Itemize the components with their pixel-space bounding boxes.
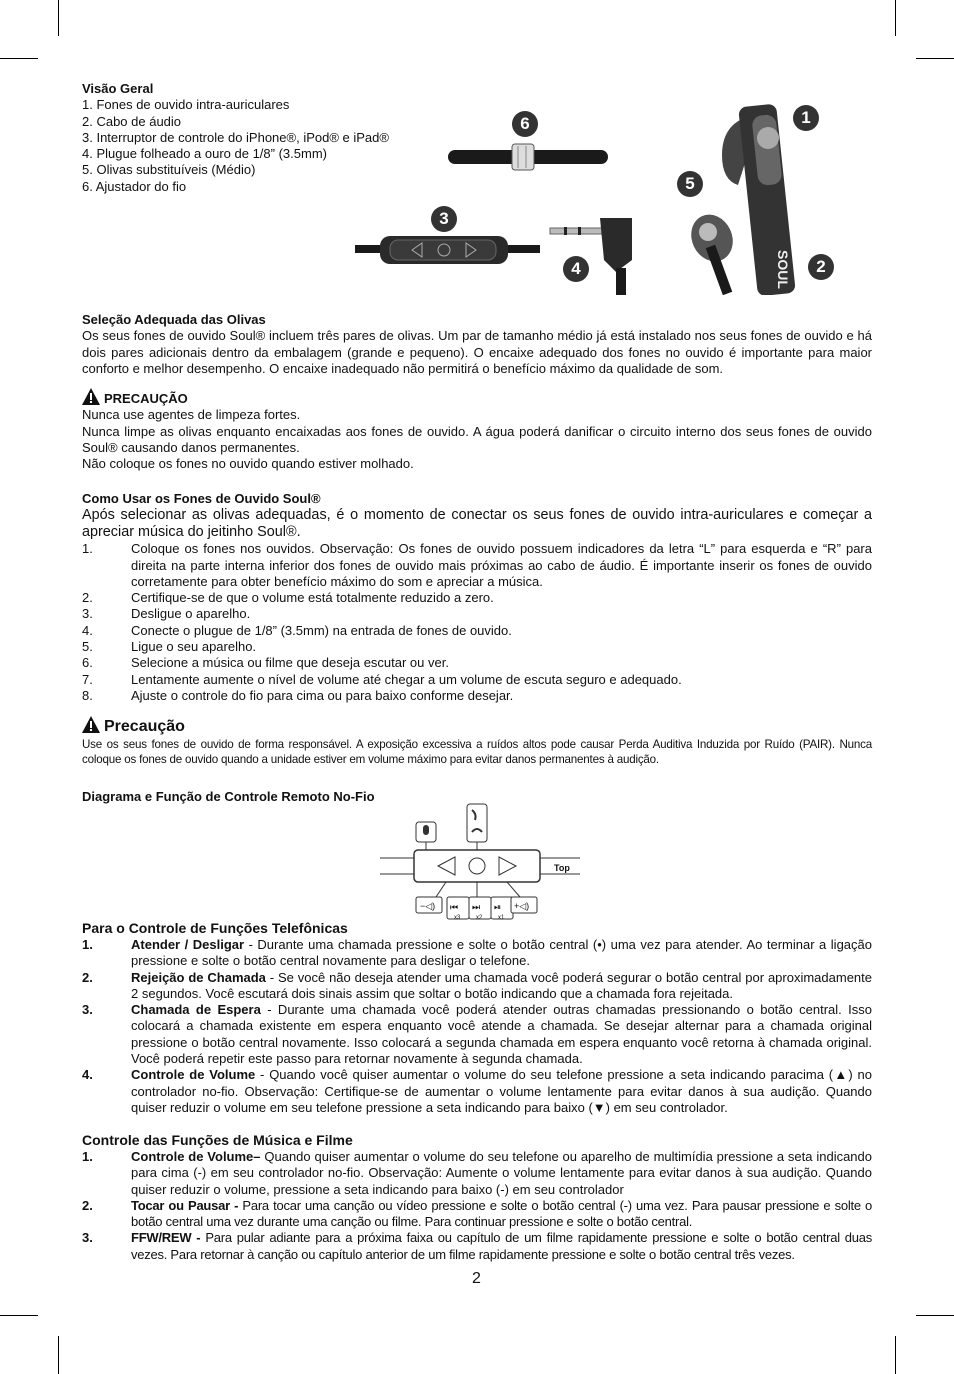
badge-2: 2 [808, 254, 834, 280]
caution-title: PRECAUÇÃO [104, 391, 188, 406]
crop-mark [895, 0, 896, 36]
caution2-title: Precaução [104, 718, 185, 735]
svg-text:+◁): +◁) [514, 901, 530, 911]
earbud [722, 104, 796, 295]
caution-line: Não coloque os fones no ouvido quando estiver molhado. [82, 456, 414, 472]
howto-title: Como Usar os Fones de Ouvido Soul® [82, 491, 321, 506]
howto-section [82, 491, 872, 704]
music-section [82, 1132, 872, 1263]
overview-item: 3. Interruptor de controle do iPhone®, iPod® e iPad® [82, 129, 389, 145]
list-item: 7. Lentamente aumente o nível de volume até chegar a um volume de escuta seguro e adequado. [82, 671, 682, 687]
page-number: 2 [472, 1270, 481, 1287]
badge-1: 1 [793, 105, 819, 131]
crop-mark [895, 1336, 896, 1374]
caution2-text: Use os seus fones de ouvido de forma responsável. A exposição excessiva a ruídos altos pode causar Perda Auditiva Induzida por Ruído (PAIR). Nunca coloque os fones de ouvido quando a unidade estiver em volume máximo para evitar danos permanentes à audição. [82, 738, 872, 766]
overview-item: 2. Cabo de áudio [82, 113, 182, 129]
crop-mark [0, 58, 38, 59]
list-item: 6. Selecione a música ou filme que deseja escutar ou ver. [82, 655, 449, 671]
music-items [82, 1149, 872, 1263]
crop-mark [58, 0, 59, 36]
overview-item: 4. Plugue folheado a ouro de 1/8” (3.5mm) [82, 146, 327, 162]
badge-5: 5 [677, 171, 703, 197]
svg-text:⏮: ⏮ [450, 902, 459, 912]
warning-icon [82, 388, 100, 405]
olives-section [82, 312, 872, 377]
list-item: 1. Controle de Volume– Quando quiser aumentar o volume do seu telefone ou aparelho de multimídia pressione a seta indicando para cima (-) em seu controlador no-fio. Observação: Aumente o volume lentamente para evitar danos à sua audição. Quando quiser reduzir o volume, pressione a seta indicando para baixo (-) em seu controlador [82, 1149, 873, 1197]
list-item: 3. Desligue o aparelho. [82, 606, 251, 622]
svg-text:x3: x3 [454, 915, 461, 921]
phone-icon [467, 804, 487, 842]
svg-text:⏭: ⏭ [472, 902, 481, 912]
caution-line: Nunca use agentes de limpeza fortes. [82, 407, 301, 423]
list-item: 8. Ajuste o controle do fio para cima ou para baixo conforme desejar. [82, 687, 514, 703]
list-item: 2. Rejeição de Chamada - Se você não deseja atender uma chamada você poderá segurar o botão central por aproximadamente 2 segundos. Você escutará dois sinais assim que soltar o botão indicando que a chamada fora rejeitada. [82, 969, 872, 1001]
svg-text:x1: x1 [498, 915, 505, 921]
list-item: 1. Coloque os fones nos ouvidos. Observação: Os fones de ouvido possuem indicadores da letra “L” para esquerda e “R” para direita na parte interna inferior dos fones de ouvido mais próximas ao cabo de áudio. É importante inserir os fones de ouvido corretamente para obter benefício máximo do som e apreciar a música. [82, 541, 872, 589]
list-item: 4. Controle de Volume - Quando você quiser aumentar o volume do seu telefone pressione a seta indicando paracima (▲) no controlador no-fio. Observação: Certifique-se de aumentar o volume lentamente para evitar danos à sua audição. Quando quiser reduzir o volume em seu telefone pressione a seta indicando para baixo (▼) em seu controlador. [82, 1067, 872, 1115]
howto-intro: Após selecionar as olivas adequadas, é o momento de conectar os seus fones de ouvido intra-auriculares e começar a apreciar música do jeitinho Soul®. [82, 507, 872, 541]
product-illustration [350, 100, 850, 295]
svg-text:x2: x2 [476, 915, 483, 921]
overview-item: 6. Ajustador do fio [82, 178, 187, 194]
remote-control [355, 236, 540, 264]
top-label: Top [554, 863, 570, 873]
wire-adjuster [448, 144, 608, 170]
overview-item: 1. Fones de ouvido intra-auriculares [82, 97, 290, 113]
caution-line: Nunca limpe as olivas enquanto encaixadas aos fones de ouvido. A água poderá danificar o circuito interno dos seus fones de ouvido Soul® causando danos permanentes. [82, 423, 872, 455]
caution-section [82, 388, 872, 472]
audio-plug [550, 218, 632, 295]
svg-text:−◁): −◁) [420, 901, 436, 911]
phone-title: Para o Controle de Funções Telefônicas [82, 920, 348, 936]
overview-item: 5. Olivas substituíveis (Médio) [82, 162, 256, 178]
olives-title: Seleção Adequada das Olivas [82, 312, 266, 327]
badge-4: 4 [563, 256, 589, 282]
list-item: 5. Ligue o seu aparelho. [82, 639, 257, 655]
list-item: 3. FFW/REW - Para pular adiante para a próxima faixa ou capítulo de um filme rapidamente pressione e solte o botão central duas vezes. Para retornar à canção ou capítulo anterior de um filme rapidamente pressione e solte o botão central três vezes. [82, 1230, 872, 1262]
crop-mark [916, 58, 954, 59]
crop-mark [58, 1336, 59, 1374]
howto-steps [82, 541, 872, 704]
crop-mark [916, 1315, 954, 1316]
badge-6: 6 [512, 111, 538, 137]
list-item: 1. Atender / Desligar - Durante uma chamada pressione e solte o botão central (•) uma vez para atender. Ao terminar a ligação pressione e solte o botão central novamente para desligar o telefone. [82, 937, 872, 969]
warning-icon [82, 716, 100, 733]
list-item: 2. Tocar ou Pausar - Para tocar uma canção ou vídeo pressione e solte o botão central (-) uma vez. Para pausar pressione e solte o botão central uma vez durante uma canção ou filme. Para continuar pressione e solte o botão central. [82, 1197, 873, 1230]
earbud-small [684, 208, 741, 295]
list-item: 2. Certifique-se de que o volume está totalmente reduzido a zero. [82, 590, 494, 606]
list-item: 3. Chamada de Espera - Durante uma chamada você poderá atender outras chamadas pressionando o botão central. Isso colocará a chamada existente em espera enquanto você atende a chamada. Se desejar alternar para a chamada original pressione o botão central novamente. Isso colocará a segunda chamada em espera enquanto você retorna à chamada original. Você poderá repetir este passo para retornar novamente à segunda chamada. [82, 1002, 872, 1067]
phone-section [82, 920, 872, 1116]
crop-mark [0, 1315, 38, 1316]
olives-text: Os seus fones de ouvido Soul® incluem três pares de olivas. Um par de tamanho médio já está instalado nos seus fones de ouvido e há dois pares adicionais dentro da embalagem (grande e pequeno). O encaixe adequado dos fones no ouvido é importante para maior conforto e melhor desempenho. O encaixe inadequado não permitirá o benefício máximo da qualidade de som. [82, 328, 872, 376]
list-item: 4. Conecte o plugue de 1/8” (3.5mm) na entrada de fones de ouvido. [82, 622, 512, 638]
remote-diagram [380, 802, 580, 922]
phone-items [82, 937, 872, 1116]
caution2-section [82, 716, 872, 767]
music-title: Controle das Funções de Música e Filme [82, 1132, 353, 1148]
badge-3: 3 [431, 206, 457, 232]
brand-text: SOUL [775, 250, 791, 289]
overview-title: Visão Geral [82, 81, 154, 96]
svg-text:⏯: ⏯ [494, 902, 502, 912]
diagram-title: Diagrama e Função de Controle Remoto No-Fio [82, 789, 375, 804]
